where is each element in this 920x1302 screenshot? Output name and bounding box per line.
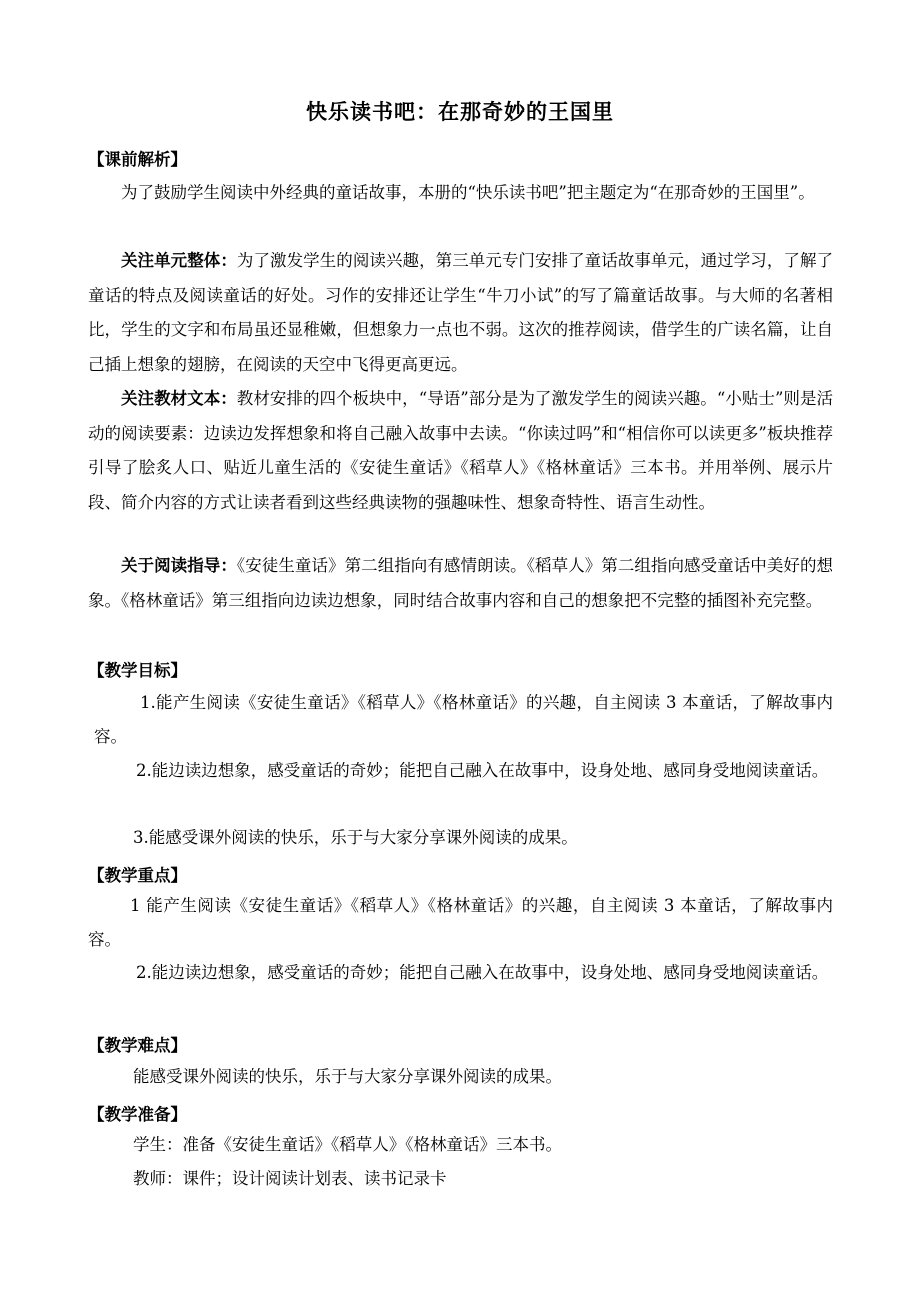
- text-unit: 为了激发学生的阅读兴趣，第三单元专门安排了童话故事单元，通过学习，了解了童话的特点及阅读童话的好处。习作的安排还让学生“牛刀小试”的写了篇童话故事。与大师的名著相比，学生的文字和布局虽还显稚嫩，但想象力一点也不弱。这次的推荐阅读，借学生的广读名篇，让自己插上想象的翅膀，在阅读的天空中飞得更高更远。: [88, 251, 834, 374]
- section-heading-difficulty: 【教学难点】: [88, 1036, 187, 1055]
- prep-teacher: 教师：课件；设计阅读计划表、读书记录卡: [133, 1169, 447, 1188]
- section-heading-focus: 【教学重点】: [88, 866, 187, 885]
- analysis-paragraph-unit: [88, 244, 833, 382]
- analysis-paragraph-textbook: [88, 382, 833, 520]
- label-textbook: 关注教材文本：: [121, 389, 237, 408]
- analysis-paragraph-guidance: [88, 549, 833, 618]
- text-textbook: 教材安排的四个板块中，“导语”部分是为了激发学生的阅读兴趣。“小贴士”则是活动的阅读要素：边读边发挥想象和将自己融入故事中去读。“你读过吗”和“相信你可以读更多”板块推荐引导了脍炙人口、贴近儿童生活的《安徒生童话》《稻草人》《格林童话》三本书。并用举例、展示片段、简介内容的方式让读者看到这些经典读物的强趣味性、想象奇特性、语言生动性。: [88, 389, 833, 512]
- text-guidance: 《安徒生童话》第二组指向有感情朗读。《稻草人》第二组指向感受童话中美好的想象。《格林童话》第三组指向边读边想象，同时结合故事内容和自己的想象把不完整的插图补充完整。: [88, 556, 834, 610]
- goal-item-1: 1.能产生阅读《安徒生童话》《稻草人》《格林童话》的兴趣，自主阅读 3 本童话，了解故事内容。: [94, 693, 833, 746]
- prep-student: 学生：准备《安徒生童话》《稻草人》《格林童话》三本书。: [133, 1135, 562, 1154]
- label-unit: 关注单元整体：: [121, 251, 237, 270]
- analysis-intro: 为了鼓励学生阅读中外经典的童话故事，本册的“快乐读书吧”把主题定为“在那奇妙的王国里”。: [121, 183, 815, 202]
- document-title: 快乐读书吧：在那奇妙的王国里: [306, 100, 614, 124]
- section-heading-goals: 【教学目标】: [88, 661, 187, 680]
- goal-item-3: 3.能感受课外阅读的快乐，乐于与大家分享课外阅读的成果。: [133, 828, 578, 847]
- section-heading-prep: 【教学准备】: [88, 1105, 187, 1124]
- difficulty-text: 能感受课外阅读的快乐，乐于与大家分享课外阅读的成果。: [133, 1067, 562, 1086]
- label-guidance: 关于阅读指导：: [121, 556, 237, 575]
- section-heading-analysis: 【课前解析】: [88, 150, 187, 169]
- goal-item-2: 2.能边读边想象，感受童话的奇妙；能把自己融入在故事中，设身处地、感同身受地阅读童话。: [136, 761, 829, 780]
- focus-item-2: 2.能边读边想象，感受童话的奇妙；能把自己融入在故事中，设身处地、感同身受地阅读童话。: [136, 963, 829, 982]
- focus-item-1: 1 能产生阅读《安徒生童话》《稻草人》《格林童话》的兴趣，自主阅读 3 本童话，了解故事内容。: [88, 896, 833, 949]
